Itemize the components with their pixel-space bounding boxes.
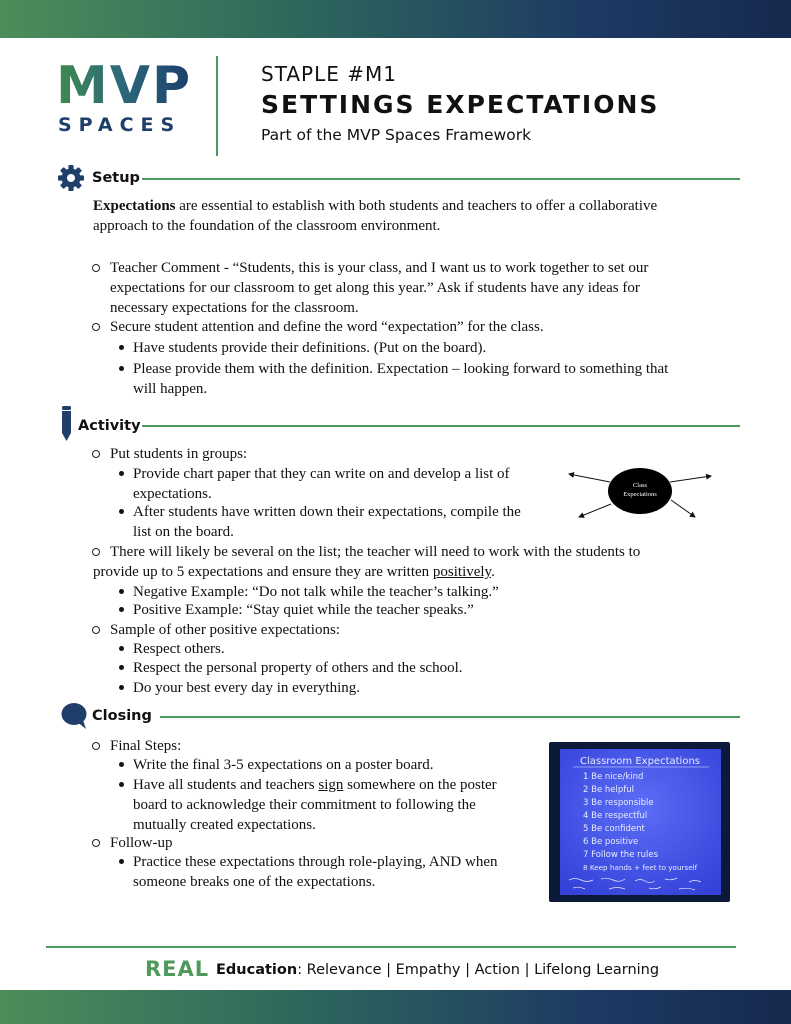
- setup-intro: Expectations are essential to establish with both students and teachers to offer a collaborative approach to the foundation of the classroom environment.: [93, 198, 658, 234]
- list-item: Respect the personal property of others and the school.: [133, 660, 463, 676]
- top-gradient-bar: [0, 0, 791, 38]
- list-item: Put students in groups:: [110, 446, 248, 462]
- setup-heading: Setup: [92, 170, 140, 186]
- setup-rule: [142, 178, 740, 180]
- bottom-gradient-bar: [0, 990, 791, 1024]
- list-item: Negative Example: “Do not talk while the teacher’s talking.”: [133, 584, 499, 600]
- diagram-label-line2: Expectations: [623, 491, 657, 498]
- poster-item: 2 Be helpful: [583, 785, 634, 795]
- list-item: Provide chart paper that they can write on and develop a list of expectations.: [133, 466, 510, 502]
- diagram-label-line1: Class: [632, 482, 648, 489]
- poster-item: 6 Be positive: [583, 837, 639, 847]
- class-expectations-diagram: [565, 460, 715, 530]
- activity-rule: [142, 425, 740, 427]
- expectations-poster-photo: [549, 742, 730, 902]
- poster-item: 1 Be nice/kind: [583, 772, 644, 782]
- page-subtitle: Part of the MVP Spaces Framework: [261, 126, 532, 144]
- list-item: Sample of other positive expectations:: [110, 622, 340, 638]
- list-item: Practice these expectations through role-playing, AND when someone breaks one of the expectations.: [133, 854, 498, 890]
- logo-spaces-text: SPACES: [58, 114, 182, 136]
- list-item: Positive Example: “Stay quiet while the teacher speaks.”: [133, 602, 474, 618]
- header-divider: [216, 56, 218, 156]
- list-item: Final Steps:: [110, 738, 182, 754]
- list-item: Have all students and teachers sign somewhere on the poster board to acknowledge their commitment to following the mutually created expectations.: [133, 777, 497, 833]
- list-item: Please provide them with the definition. Expectation – looking forward to something that will happen.: [133, 361, 669, 397]
- poster-item: 8 Keep hands + feet to yourself: [583, 863, 698, 872]
- list-item: Secure student attention and define the word “expectation” for the class.: [110, 319, 544, 335]
- footer-rule: [46, 946, 736, 948]
- footer-tagline: Education: Relevance | Empathy | Action | Lifelong Learning: [216, 962, 660, 978]
- mvp-spaces-logo: [56, 56, 196, 144]
- closing-rule: [160, 716, 740, 718]
- real-logo: REAL: [145, 957, 210, 981]
- gear-icon: [58, 163, 86, 193]
- poster-item: 7 Follow the rules: [583, 850, 659, 860]
- page-title: SETTINGS EXPECTATIONS: [261, 90, 660, 119]
- list-item: Write the final 3-5 expectations on a poster board.: [133, 757, 434, 773]
- activity-heading: Activity: [78, 418, 141, 434]
- closing-heading: Closing: [92, 708, 152, 724]
- poster-title: Classroom Expectations: [579, 756, 701, 767]
- logo-mvp-text: MVP: [56, 60, 196, 112]
- intro-bold-term: Expectations: [93, 198, 176, 214]
- poster-item: 3 Be responsible: [583, 798, 654, 808]
- staple-number: STAPLE #M1: [261, 62, 397, 86]
- list-item: Teacher Comment - “Students, this is your class, and I want us to work together to set our expectations for our classroom to get along this year.” Ask if students have any ideas for necessary expectations for the classroom.: [110, 260, 649, 316]
- list-item: There will likely be several on the list; the teacher will need to work with the students to provide up to 5 expectations and ensure they are written positively.: [93, 544, 641, 580]
- poster-image: [549, 742, 730, 902]
- list-item: After students have written down their expectations, compile the list on the board.: [133, 504, 521, 540]
- speech-bubble-icon: [58, 701, 88, 731]
- poster-item: 4 Be respectful: [583, 811, 648, 821]
- activity-section-header: [58, 408, 740, 438]
- closing-section-header: [58, 701, 740, 731]
- poster-item: 5 Be confident: [583, 824, 645, 834]
- setup-section-header: [58, 163, 740, 193]
- list-item: Have students provide their definitions. (Put on the board).: [133, 340, 487, 356]
- list-item: Follow-up: [110, 835, 173, 851]
- list-item: Respect others.: [133, 641, 225, 657]
- list-item: Do your best every day in everything.: [133, 680, 361, 696]
